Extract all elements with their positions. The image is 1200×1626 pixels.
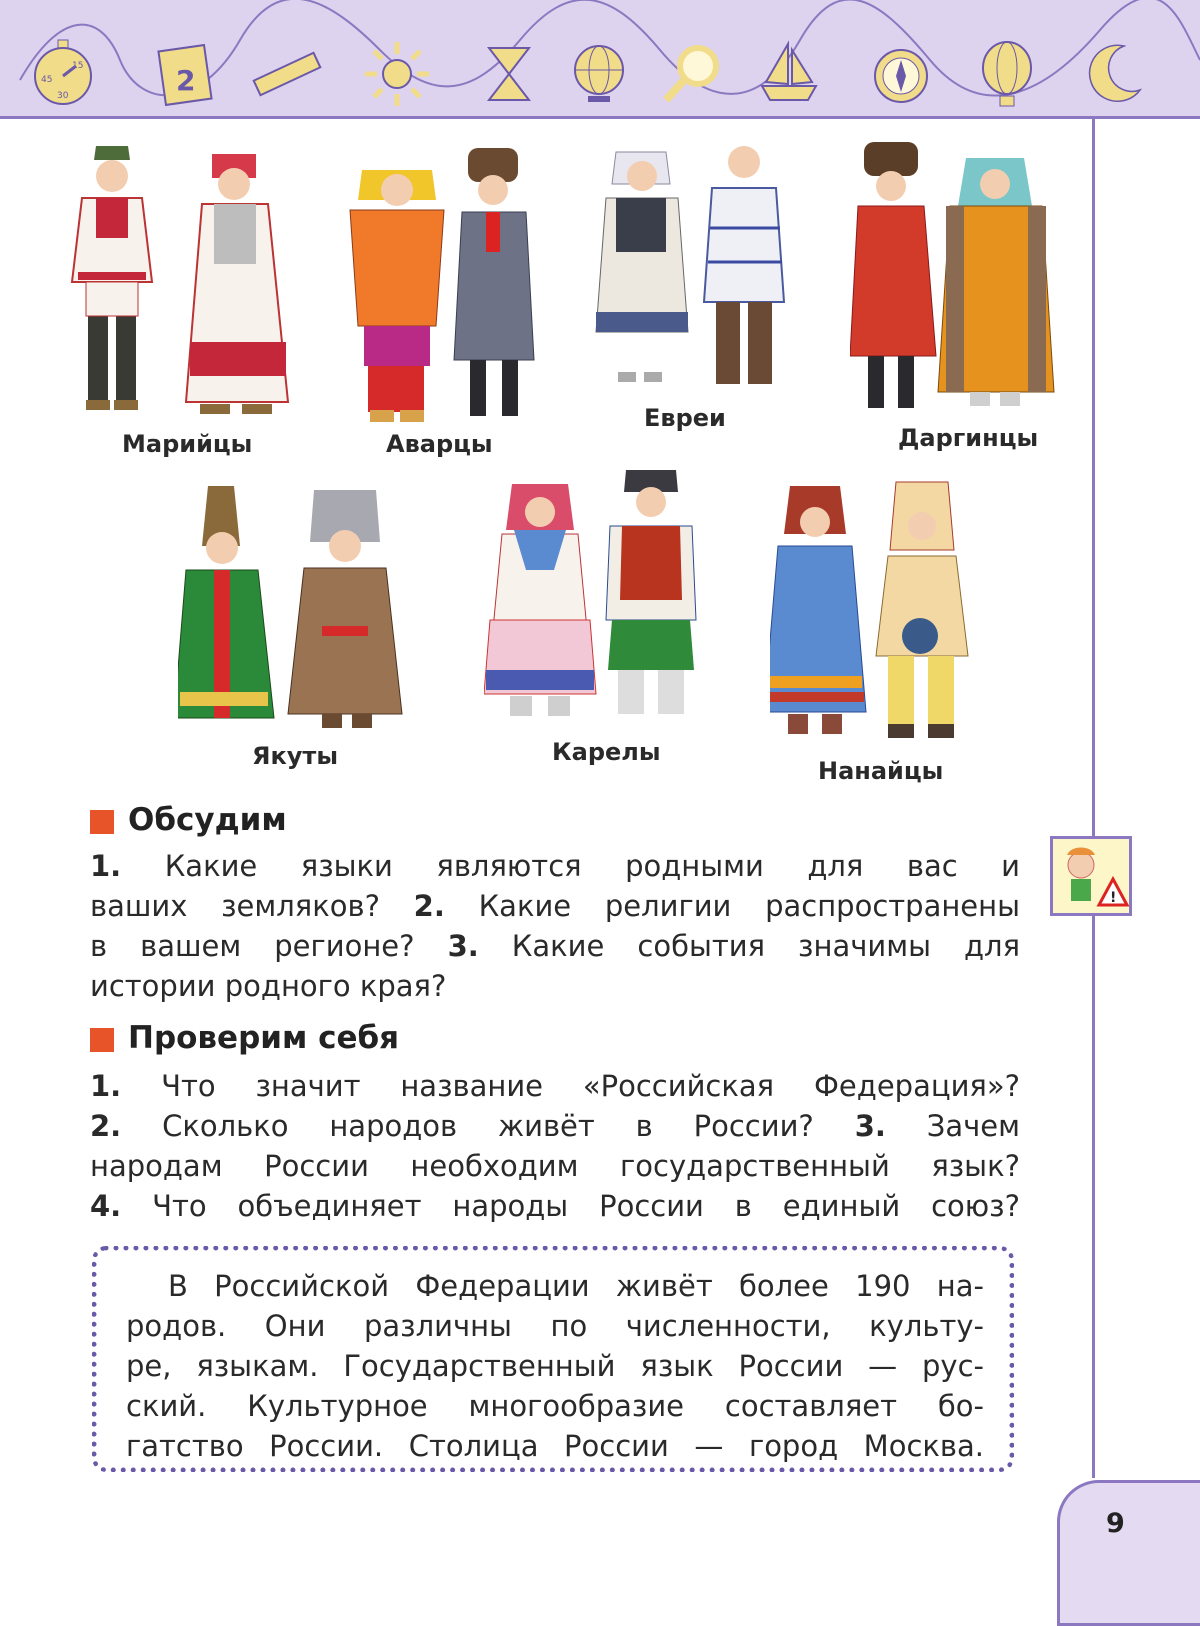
caption-jews: Евреи	[644, 404, 726, 432]
page-number: 9	[1106, 1508, 1125, 1539]
discuss-line-1	[90, 846, 1020, 886]
question-number: 2.	[90, 1109, 122, 1143]
section-title: Проверим себя	[128, 1020, 400, 1056]
caption-dargin: Даргинцы	[898, 424, 1039, 452]
page-number-tab	[1057, 1480, 1200, 1626]
margin-line	[1092, 118, 1095, 1478]
section-marker	[90, 1028, 114, 1052]
calendar-icon	[150, 38, 220, 108]
question-text: Какие языки являются родными для вас и	[164, 849, 1021, 883]
question-text: Какие религии распространены	[478, 889, 1021, 923]
section-marker	[90, 810, 114, 834]
info-line: ре, языкам. Государственный язык России — рус-	[126, 1349, 984, 1383]
question-number: 1.	[90, 1069, 122, 1103]
discuss-line-4	[90, 966, 1020, 1006]
balloon-icon	[972, 38, 1042, 108]
question-text: Что значит название «Российская Федерация»?	[161, 1069, 1021, 1103]
question-number: 3.	[854, 1109, 886, 1143]
svg-text:15: 15	[72, 61, 84, 71]
info-line: гатство России. Столица России — город Москва.	[126, 1429, 984, 1463]
caption-yakut: Якуты	[252, 742, 339, 770]
question-text: Зачем	[926, 1109, 1020, 1143]
question-number: 4.	[90, 1189, 122, 1223]
question-text: Сколько народов живёт в России?	[162, 1109, 814, 1143]
question-number: 1.	[90, 849, 122, 883]
dargin-costume-illustration	[850, 136, 1060, 418]
svg-text:30: 30	[57, 91, 69, 101]
caption-karel: Карелы	[552, 738, 661, 766]
question-text: народам России необходим государственный язык?	[90, 1149, 1020, 1183]
info-line: родов. Они различны по численности, культу-	[126, 1309, 984, 1343]
check-line-4	[90, 1186, 1020, 1226]
check-line-1	[90, 1066, 1020, 1106]
info-line: В Российской Федерации живёт более 190 на-	[168, 1269, 984, 1303]
question-text: в вашем регионе?	[90, 929, 415, 963]
moon-icon	[1080, 38, 1150, 108]
sun-icon	[362, 38, 432, 108]
check-line-3	[90, 1146, 1020, 1186]
question-text: истории родного края?	[90, 969, 447, 1003]
caption-mari: Марийцы	[122, 430, 253, 458]
svg-text:45: 45	[41, 75, 53, 85]
check-line-2	[90, 1106, 1020, 1146]
jewish-costume-illustration	[584, 132, 804, 404]
header-band	[0, 0, 1200, 119]
discuss-line-3	[90, 926, 1020, 966]
globe-icon	[564, 38, 634, 108]
hourglass-icon	[474, 38, 544, 108]
ship-icon	[754, 38, 824, 108]
stopwatch-icon	[28, 38, 98, 108]
section-title: Обсудим	[128, 802, 287, 838]
compass-icon	[866, 38, 936, 108]
girl-warning-icon-graphic	[1053, 839, 1129, 913]
svg-text:!: !	[1110, 890, 1117, 906]
discuss-line-2	[90, 886, 1020, 926]
question-text: Что объединяет народы России в единый союз?	[152, 1189, 1020, 1223]
question-number: 3.	[447, 929, 479, 963]
mari-costume-illustration	[62, 132, 302, 432]
question-text: Какие события значимы для	[511, 929, 1021, 963]
yakut-costume-illustration	[178, 486, 428, 738]
karel-costume-illustration	[484, 470, 714, 736]
info-line: ский. Культурное многообразие составляет бо-	[126, 1389, 984, 1423]
svg-text:2: 2	[176, 64, 196, 97]
magnifier-icon	[658, 38, 728, 108]
question-text: ваших земляков?	[90, 889, 380, 923]
ruler-icon	[252, 38, 322, 108]
caption-nanai: Нанайцы	[818, 757, 944, 785]
avar-costume-illustration	[340, 140, 550, 430]
caption-avar: Аварцы	[386, 430, 493, 458]
nanai-costume-illustration	[770, 476, 1000, 752]
girl-warning-icon	[1050, 836, 1132, 916]
question-number: 2.	[413, 889, 445, 923]
